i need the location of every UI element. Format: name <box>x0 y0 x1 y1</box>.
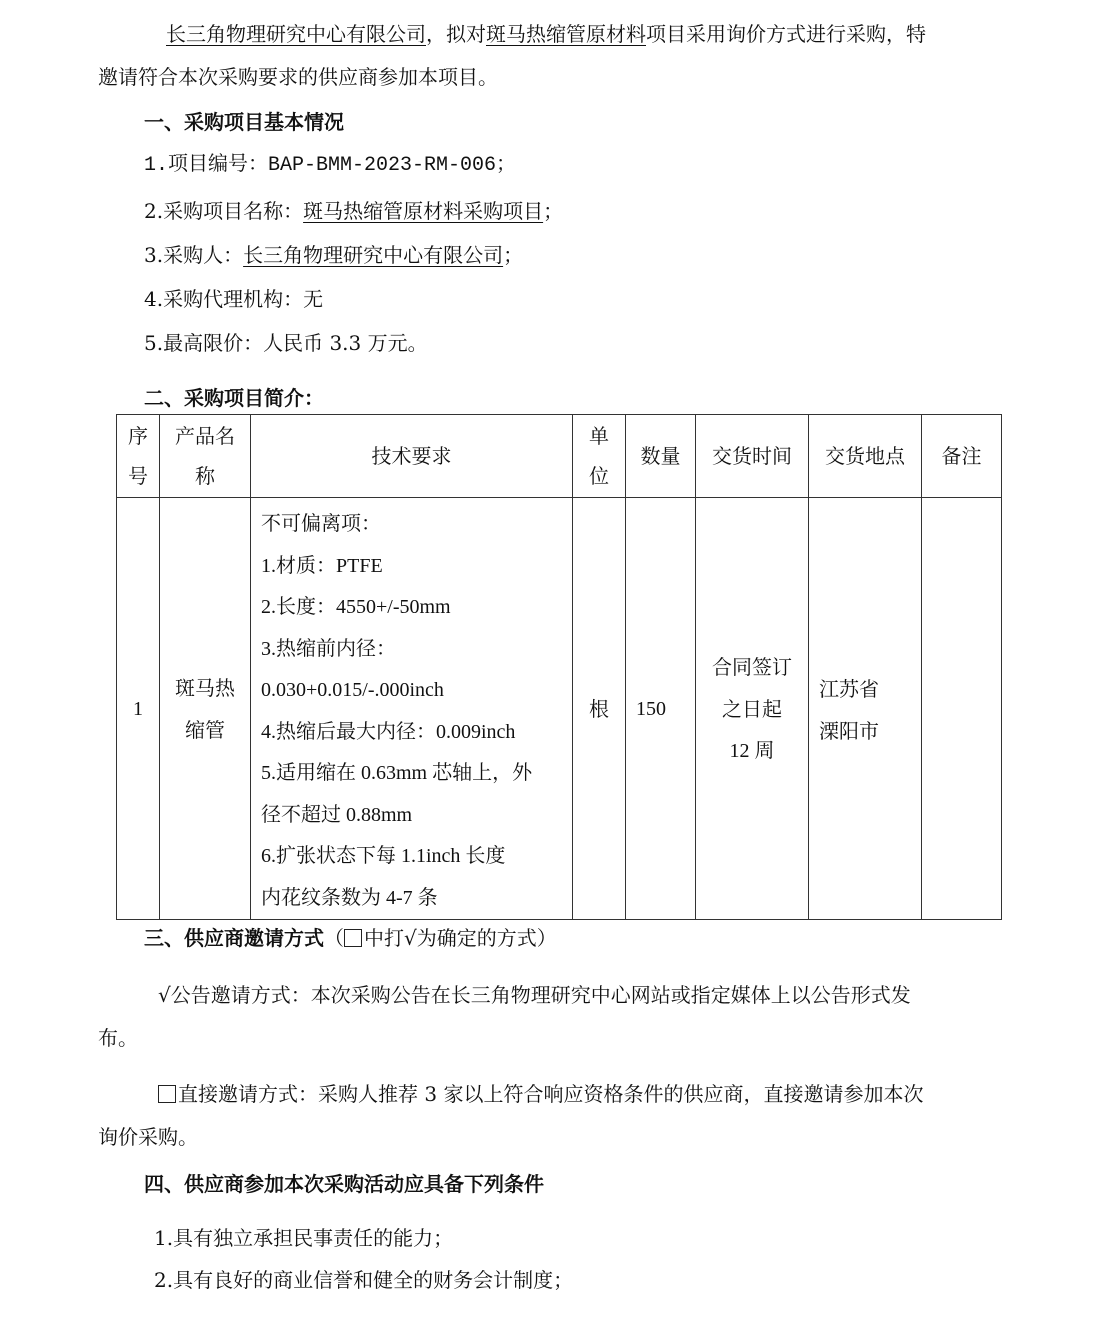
tech-line: 径不超过 0.88mm <box>261 803 413 826</box>
tech-line: 5.适用缩在 0.63mm 芯轴上，外 <box>261 762 533 784</box>
item2-label: 2.采购项目名称： <box>144 199 304 223</box>
item1-label: 1.项目编号： <box>144 154 269 177</box>
cell-seq: 1 <box>117 498 160 920</box>
cell-remark <box>922 498 1002 920</box>
header-seq: 序 号 <box>117 415 160 498</box>
option1-line-1 <box>158 981 911 1009</box>
option1-line-2: 布。 <box>98 1026 138 1050</box>
section3-heading-line <box>144 924 557 952</box>
header-name: 产品名 称 <box>160 415 251 498</box>
checkmark-icon: √ <box>158 983 171 1007</box>
intro-line-2: 邀请符合本次采购要求的供应商参加本项目。 <box>98 65 498 89</box>
tech-line: 4.热缩后最大内径：0.009inch <box>261 720 516 743</box>
project-number: BAP-BMM-2023-RM-006； <box>268 154 517 177</box>
header-unit: 单 位 <box>573 415 626 498</box>
section3-heading: 三、供应商邀请方式 <box>144 926 324 950</box>
cell-qty: 150 <box>626 498 696 920</box>
section1-item2 <box>144 197 563 225</box>
procurement-table <box>116 414 1002 920</box>
cell-delivery-place: 江苏省 溧阳市 <box>809 498 922 920</box>
option1-text: 公告邀请方式：本次采购公告在长三角物理研究中心网站或指定媒体上以公告形式发 <box>170 983 911 1007</box>
intro-project: 斑马热缩管原材料 <box>486 22 646 46</box>
tech-line: 0.030+0.015/-.000inch <box>261 679 444 701</box>
section4-heading: 四、供应商参加本次采购活动应具备下列条件 <box>144 1172 544 1196</box>
checkbox-icon <box>158 1085 176 1103</box>
header-qty: 数量 <box>626 415 696 498</box>
item3-suffix: ； <box>503 243 524 267</box>
header-tech: 技术要求 <box>251 415 573 498</box>
header-remark: 备注 <box>922 415 1002 498</box>
intro-line-1 <box>166 20 926 48</box>
section1-item3 <box>144 241 523 269</box>
header-delivery-place: 交货地点 <box>809 415 922 498</box>
checkbox-icon <box>344 929 362 947</box>
option2-text: 直接邀请方式：采购人推荐 3 家以上符合响应资格条件的供应商，直接邀请参加本次 <box>178 1082 924 1106</box>
table-header-row <box>117 415 1002 498</box>
tech-line: 3.热缩前内径： <box>261 637 396 660</box>
tech-line: 不可偏离项： <box>261 513 381 535</box>
section4-item2: 2.具有良好的商业信誉和健全的财务会计制度； <box>154 1268 574 1292</box>
intro-text-2: 项目采用询价方式进行采购，特 <box>646 22 926 46</box>
section3-note-a: （ <box>324 926 344 950</box>
item2-suffix: ； <box>543 199 564 223</box>
tech-line: 2.长度：4550+/-50mm <box>261 596 451 618</box>
section1-item4: 4.采购代理机构：无 <box>144 287 324 311</box>
section4-item1: 1.具有独立承担民事责任的能力； <box>154 1226 454 1250</box>
intro-text-1: ，拟对 <box>426 22 486 46</box>
project-name: 斑马热缩管原材料采购项目 <box>303 199 544 223</box>
option2-line-2: 询价采购。 <box>98 1125 198 1149</box>
tech-line: 6.扩张状态下每 1.1inch 长度 <box>261 845 506 867</box>
section2-heading: 二、采购项目简介： <box>144 386 324 410</box>
section1-item5: 5.最高限价：人民币 3.3 万元。 <box>144 331 428 355</box>
tech-line: 内花纹条数为 4-7 条 <box>261 886 438 909</box>
tech-line: 1.材质：PTFE <box>261 554 383 577</box>
section3-note-b: 中打√为确定的方式） <box>364 926 557 950</box>
section1-heading: 一、采购项目基本情况 <box>144 110 344 134</box>
section1-item1 <box>144 152 516 180</box>
intro-company: 长三角物理研究中心有限公司 <box>166 22 426 46</box>
table-row <box>117 498 1002 920</box>
item3-label: 3.采购人： <box>144 243 244 267</box>
header-delivery-time: 交货时间 <box>696 415 809 498</box>
cell-unit: 根 <box>573 498 626 920</box>
purchaser-name: 长三角物理研究中心有限公司 <box>243 243 504 267</box>
cell-name: 斑马热 缩管 <box>160 498 251 920</box>
cell-tech <box>251 498 573 920</box>
option2-line-1 <box>158 1080 923 1108</box>
cell-delivery-time: 合同签订 之日起 12 周 <box>696 498 809 920</box>
